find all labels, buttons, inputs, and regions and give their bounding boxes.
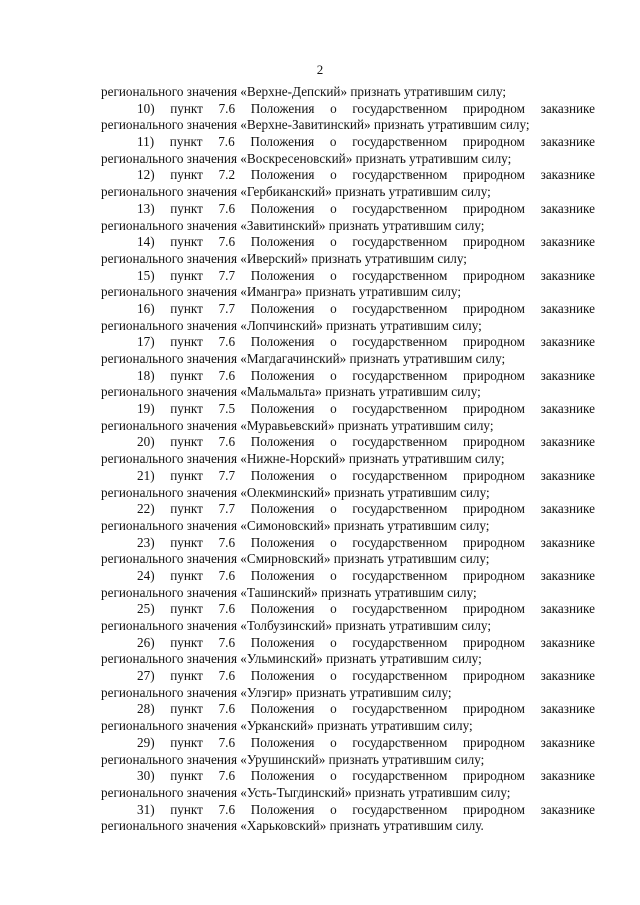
item-first-line: 15) пункт 7.7 Положения о государственном природном заказнике — [137, 267, 595, 283]
item-first-line: 30) пункт 7.6 Положения о государственном природном заказнике — [137, 768, 595, 784]
item-first-line: 14) пункт 7.6 Положения о государственном природном заказнике — [137, 234, 595, 250]
item-first-line: 23) пункт 7.6 Положения о государственном природном заказнике — [137, 534, 595, 550]
item-first-line: 11) пункт 7.6 Положения о государственном природном заказнике — [137, 134, 595, 150]
item-first-line: 28) пункт 7.6 Положения о государственном природном заказнике — [137, 701, 595, 717]
item-second-line: регионального значения «Смирновский» признать утратившим силу; — [101, 551, 490, 567]
list-item — [101, 601, 595, 634]
item-second-line: регионального значения «Верхне-Завитинский» признать утратившим силу; — [101, 117, 530, 133]
item-second-line: регионального значения «Улэгир» признать утратившим силу; — [101, 684, 452, 700]
item-second-line: регионального значения «Ульминский» признать утратившим силу; — [101, 651, 482, 667]
item-first-line: 25) пункт 7.6 Положения о государственном природном заказнике — [137, 601, 595, 617]
item-first-line: 16) пункт 7.7 Положения о государственном природном заказнике — [137, 300, 595, 316]
list-item — [101, 701, 595, 734]
item-second-line: регионального значения «Имангра» признать утратившим силу; — [101, 284, 461, 300]
list-item — [101, 201, 595, 234]
list-item — [101, 368, 595, 401]
item-first-line: 26) пункт 7.6 Положения о государственном природном заказнике — [137, 634, 595, 650]
list-item — [101, 668, 595, 701]
item-second-line: регионального значения «Иверский» признать утратившим силу; — [101, 250, 467, 266]
item-second-line: регионального значения «Муравьевский» признать утратившим силу; — [101, 417, 494, 433]
item-first-line: 29) пункт 7.6 Положения о государственном природном заказнике — [137, 734, 595, 750]
item-second-line: регионального значения «Ташинский» признать утратившим силу; — [101, 584, 477, 600]
item-second-line: регионального значения «Завитинский» признать утратившим силу; — [101, 217, 485, 233]
item-first-line: 19) пункт 7.5 Положения о государственном природном заказнике — [137, 401, 595, 417]
item-first-line: 10) пункт 7.6 Положения о государственном природном заказнике — [137, 100, 595, 116]
list-item — [101, 401, 595, 434]
document-body — [101, 84, 595, 835]
list-item — [101, 501, 595, 534]
item-second-line: регионального значения «Мальмальта» признать утратившим силу; — [101, 384, 481, 400]
item-second-line: регионального значения «Симоновский» признать утратившим силу; — [101, 517, 490, 533]
item-first-line: 20) пункт 7.6 Положения о государственном природном заказнике — [137, 434, 595, 450]
item-first-line: 27) пункт 7.6 Положения о государственном природном заказнике — [137, 668, 595, 684]
list-item — [101, 635, 595, 668]
item-second-line: регионального значения «Гербиканский» признать утратившим силу; — [101, 184, 491, 200]
list-item — [101, 535, 595, 568]
intro-line: регионального значения «Верхне-Депский» признать утратившим силу; — [101, 84, 507, 99]
item-first-line: 24) пункт 7.6 Положения о государственном природном заказнике — [137, 567, 595, 583]
list-item — [101, 268, 595, 301]
item-first-line: 17) пункт 7.6 Положения о государственном природном заказнике — [137, 334, 595, 350]
item-first-line: 18) пункт 7.6 Положения о государственном природном заказнике — [137, 367, 595, 383]
item-second-line: регионального значения «Усть-Тыгдинский» признать утратившим силу; — [101, 784, 511, 800]
list-item — [101, 568, 595, 601]
item-second-line: регионального значения «Воскресеновский» признать утратившим силу; — [101, 150, 512, 166]
item-second-line: регионального значения «Урушинский» признать утратившим силу; — [101, 751, 485, 767]
page-number: 2 — [316, 62, 324, 77]
item-second-line: регионального значения «Урканский» признать утратившим силу; — [101, 718, 473, 734]
item-first-line: 22) пункт 7.7 Положения о государственном природном заказнике — [137, 501, 595, 517]
item-list — [101, 101, 595, 835]
list-item — [101, 301, 595, 334]
item-second-line: регионального значения «Лопчинский» признать утратившим силу; — [101, 317, 482, 333]
item-first-line: 12) пункт 7.2 Положения о государственном природном заказнике — [137, 167, 595, 183]
list-item — [101, 334, 595, 367]
item-first-line: 21) пункт 7.7 Положения о государственном природном заказнике — [137, 467, 595, 483]
list-item — [101, 802, 595, 835]
list-item — [101, 167, 595, 200]
list-item — [101, 134, 595, 167]
item-second-line: регионального значения «Нижне-Норский» признать утратившим силу; — [101, 451, 505, 467]
item-first-line: 31) пункт 7.6 Положения о государственном природном заказнике — [137, 801, 595, 817]
item-second-line: регионального значения «Харьковский» признать утратившим силу. — [101, 818, 484, 834]
list-item — [101, 468, 595, 501]
item-first-line: 13) пункт 7.6 Положения о государственном природном заказнике — [137, 200, 595, 216]
item-second-line: регионального значения «Толбузинский» признать утратившим силу; — [101, 618, 492, 633]
list-item — [101, 768, 595, 801]
list-item — [101, 101, 595, 134]
list-item — [101, 234, 595, 267]
list-item — [101, 735, 595, 768]
item-second-line: регионального значения «Олекминский» признать утратившим силу; — [101, 484, 490, 500]
item-second-line: регионального значения «Магдагачинский» признать утратившим силу; — [101, 351, 506, 366]
list-item — [101, 434, 595, 467]
